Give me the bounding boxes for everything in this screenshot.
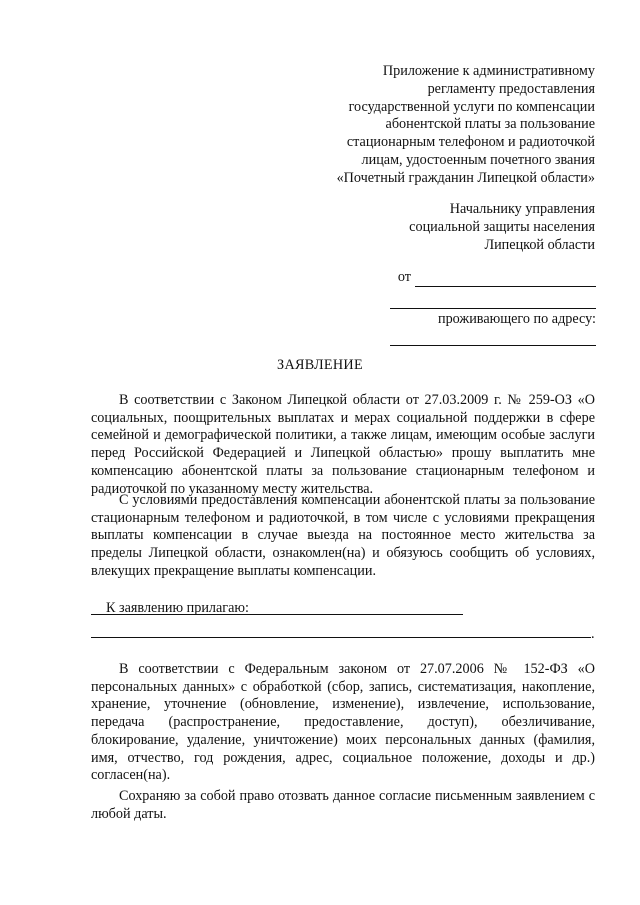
- appendix-line: абонентской платы за пользование: [385, 116, 595, 133]
- addressee-line: Липецкой области: [484, 236, 595, 253]
- appendix-line: стационарным телефоном и радиоточкой: [346, 134, 595, 151]
- addressee-line: социальной защиты населения: [409, 218, 595, 235]
- name-blank-field-2[interactable]: [390, 295, 596, 309]
- name-blank-field[interactable]: [415, 273, 596, 287]
- paragraph-text: В соответствии с Федеральным законом от 27.07.2006 № 152-ФЗ «О персональных данных» с обработкой (сбор, запись, систематизация, накопление, хранение, уточнение (обновление, изменение), извлечение, использование, передача (распространение, предоставление, доступ), обезличивание, блокирование, удаление, уничтожение) моих персональных данных (фамилия, имя, отчество, год рождения, адрес, социальное положение, доходы и др.) согласен(на).: [91, 661, 595, 784]
- name-second-line: [376, 291, 596, 309]
- address-label-line: [376, 311, 596, 329]
- paragraph-personal-data-consent: [91, 661, 595, 785]
- attachments-label: К заявлению прилагаю:: [106, 600, 249, 616]
- appendix-line: лицам, удостоенным почетного звания: [361, 151, 595, 168]
- appendix-line: Приложение к административному: [382, 63, 595, 79]
- sender-block: [376, 269, 596, 346]
- paragraph-request: [91, 392, 595, 498]
- paragraph-conditions: [91, 492, 595, 581]
- address-line: [376, 328, 596, 346]
- addressee-block: [409, 201, 595, 254]
- address-blank-field[interactable]: [390, 332, 596, 346]
- document-title: ЗАЯВЛЕНИЕ: [277, 357, 363, 373]
- paragraph-revoke-right: [91, 788, 595, 823]
- appendix-line: государственной услуги по компенсации: [348, 98, 595, 115]
- paragraph-text: Сохраняю за собой право отозвать данное согласие письменным заявлением с любой даты.: [91, 788, 595, 822]
- paragraph-text: С условиями предоставления компенсации абонентской платы за пользование стационарным телефоном и радиоточкой, в том числе с условиями прекращения выплаты компенсации в случае выезда на постоянное место жительства за пределы Липецкой области, ознакомлен(на) и обязуюсь сообщить об условиях, влекущих прекращение выплаты компенсации.: [91, 492, 595, 579]
- appendix-header: [337, 63, 595, 188]
- paragraph-text: В соответствии с Законом Липецкой области от 27.03.2009 г. № 259-ОЗ «О социальных, поощрительных выплатах и мерах социальной поддержки в сфере семейной и демографической политики, а также лицам, имеющим особые заслуги перед Российской Федерацией и Липецкой областью» прошу выплатить мне компенсацию абонентской платы за пользование стационарным телефоном и радиоточкой по указанному месту жительства.: [91, 392, 595, 497]
- addressee-line: Начальнику управления: [449, 201, 595, 217]
- from-label: от: [397, 269, 411, 285]
- appendix-line: «Почетный гражданин Липецкой области»: [336, 169, 595, 186]
- attachments-end-dot: .: [591, 626, 595, 642]
- address-label: проживающего по адресу:: [437, 310, 596, 327]
- attachments-blank-field-2[interactable]: [91, 637, 591, 638]
- from-line: [376, 269, 596, 287]
- attachments-blank-field-1[interactable]: [91, 614, 463, 615]
- appendix-line: регламенту предоставления: [427, 80, 595, 97]
